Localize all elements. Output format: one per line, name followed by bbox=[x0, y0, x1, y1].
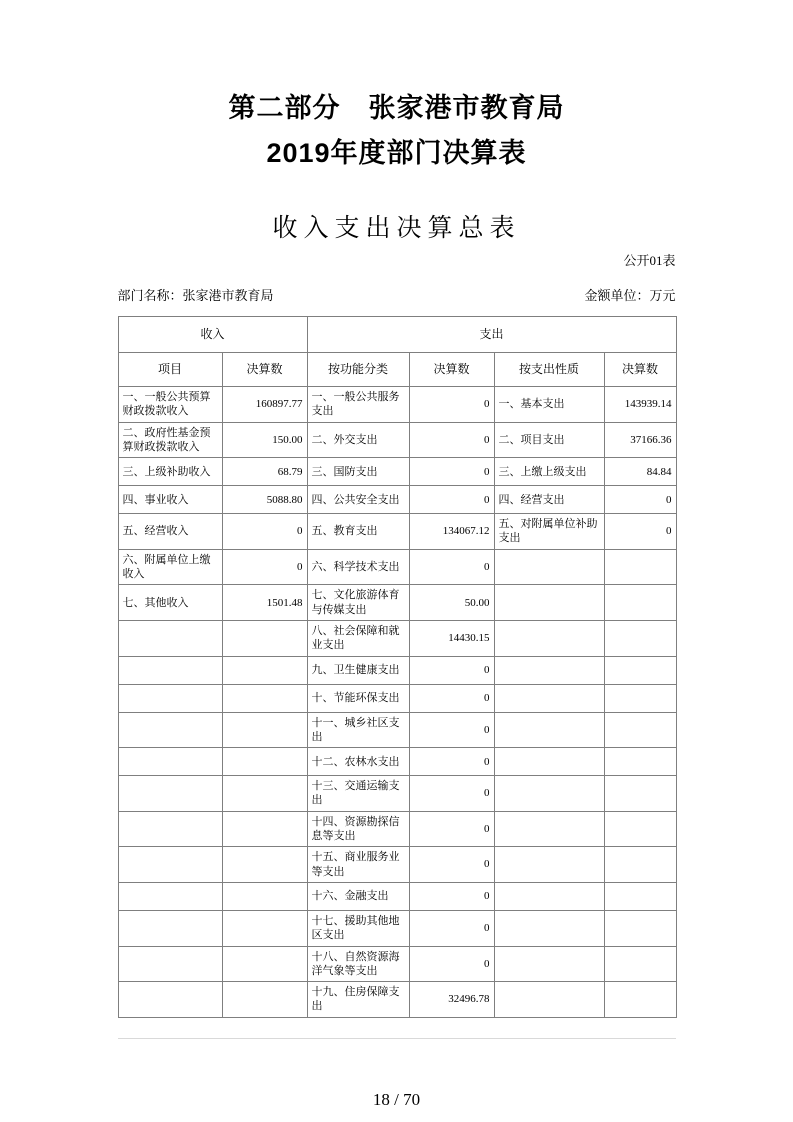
function-item-cell: 七、文化旅游体育与传媒支出 bbox=[307, 585, 409, 621]
function-item-cell: 十五、商业服务业等支出 bbox=[307, 847, 409, 883]
table-header-columns-row bbox=[118, 353, 676, 387]
income-item-cell: 五、经营收入 bbox=[118, 514, 222, 550]
function-value-cell: 0 bbox=[409, 458, 494, 486]
function-item-cell: 四、公共安全支出 bbox=[307, 486, 409, 514]
document-title-line2: 2019年度部门决算表 bbox=[266, 138, 527, 168]
nature-item-cell bbox=[494, 684, 604, 712]
table-row bbox=[118, 811, 676, 847]
income-group-header: 收入 bbox=[118, 317, 307, 353]
income-item-cell: 四、事业收入 bbox=[118, 486, 222, 514]
income-item-cell bbox=[118, 748, 222, 776]
function-value-cell: 0 bbox=[409, 549, 494, 585]
table-header bbox=[118, 317, 676, 387]
nature-item-cell bbox=[494, 910, 604, 946]
income-item-cell bbox=[118, 656, 222, 684]
function-value-cell: 0 bbox=[409, 486, 494, 514]
function-item-cell: 十四、资源勘探信息等支出 bbox=[307, 811, 409, 847]
table-row bbox=[118, 910, 676, 946]
function-item-cell: 十三、交通运输支出 bbox=[307, 776, 409, 812]
nature-value-cell bbox=[604, 712, 676, 748]
income-value-cell bbox=[222, 620, 307, 656]
form-code: 公开01表 bbox=[623, 253, 676, 268]
nature-value-cell bbox=[604, 684, 676, 712]
income-value-cell bbox=[222, 656, 307, 684]
function-item-cell: 十七、援助其他地区支出 bbox=[307, 910, 409, 946]
table-row bbox=[118, 458, 676, 486]
table-title: 收入支出决算总表 bbox=[272, 215, 521, 242]
nature-item-cell bbox=[494, 620, 604, 656]
nature-value-cell bbox=[604, 776, 676, 812]
function-item-cell: 十一、城乡社区支出 bbox=[307, 712, 409, 748]
income-item-cell: 一、一般公共预算财政拨款收入 bbox=[118, 387, 222, 423]
income-item-cell: 二、政府性基金预算财政拨款收入 bbox=[118, 422, 222, 458]
income-value-cell bbox=[222, 712, 307, 748]
department-name-label: 部门名称：张家港市教育局 bbox=[117, 288, 274, 303]
function-value-cell: 0 bbox=[409, 882, 494, 910]
nature-value-cell: 0 bbox=[604, 514, 676, 550]
nature-value-cell bbox=[604, 910, 676, 946]
income-item-cell bbox=[118, 882, 222, 910]
income-value-cell: 0 bbox=[222, 549, 307, 585]
table-row bbox=[118, 776, 676, 812]
column-header-by-function: 按功能分类 bbox=[307, 353, 409, 387]
nature-item-cell: 五、对附属单位补助支出 bbox=[494, 514, 604, 550]
function-value-cell: 0 bbox=[409, 946, 494, 982]
document-page bbox=[118, 0, 676, 1039]
income-item-cell bbox=[118, 712, 222, 748]
nature-item-cell: 四、经营支出 bbox=[494, 486, 604, 514]
nature-value-cell bbox=[604, 656, 676, 684]
table-body bbox=[118, 387, 676, 1018]
income-item-cell bbox=[118, 620, 222, 656]
income-value-cell: 150.00 bbox=[222, 422, 307, 458]
function-value-cell: 0 bbox=[409, 811, 494, 847]
income-value-cell bbox=[222, 748, 307, 776]
table-row bbox=[118, 946, 676, 982]
function-item-cell: 十二、农林水支出 bbox=[307, 748, 409, 776]
table-row bbox=[118, 712, 676, 748]
table-row bbox=[118, 422, 676, 458]
income-value-cell: 1501.48 bbox=[222, 585, 307, 621]
nature-value-cell: 0 bbox=[604, 486, 676, 514]
function-value-cell: 0 bbox=[409, 776, 494, 812]
table-row bbox=[118, 585, 676, 621]
nature-item-cell bbox=[494, 882, 604, 910]
amount-unit-label: 金额单位：万元 bbox=[584, 288, 676, 303]
table-row bbox=[118, 387, 676, 423]
nature-value-cell bbox=[604, 549, 676, 585]
function-value-cell: 32496.78 bbox=[409, 982, 494, 1018]
table-row bbox=[118, 748, 676, 776]
income-value-cell: 5088.80 bbox=[222, 486, 307, 514]
function-value-cell: 0 bbox=[409, 847, 494, 883]
income-item-cell bbox=[118, 847, 222, 883]
nature-item-cell bbox=[494, 748, 604, 776]
nature-value-cell bbox=[604, 620, 676, 656]
income-item-cell: 三、上级补助收入 bbox=[118, 458, 222, 486]
function-item-cell: 十、节能环保支出 bbox=[307, 684, 409, 712]
nature-value-cell bbox=[604, 748, 676, 776]
income-item-cell: 六、附属单位上缴收入 bbox=[118, 549, 222, 585]
nature-item-cell bbox=[494, 549, 604, 585]
income-expenditure-table bbox=[118, 316, 677, 1018]
bottom-separator-line bbox=[118, 1038, 676, 1039]
nature-item-cell bbox=[494, 946, 604, 982]
table-row bbox=[118, 486, 676, 514]
income-value-cell bbox=[222, 982, 307, 1018]
function-value-cell: 14430.15 bbox=[409, 620, 494, 656]
function-item-cell: 五、教育支出 bbox=[307, 514, 409, 550]
income-value-cell bbox=[222, 910, 307, 946]
function-item-cell: 二、外交支出 bbox=[307, 422, 409, 458]
income-value-cell bbox=[222, 882, 307, 910]
function-value-cell: 0 bbox=[409, 656, 494, 684]
function-value-cell: 0 bbox=[409, 387, 494, 423]
function-item-cell: 十六、金融支出 bbox=[307, 882, 409, 910]
column-header-item: 项目 bbox=[118, 353, 222, 387]
income-item-cell bbox=[118, 684, 222, 712]
nature-item-cell bbox=[494, 585, 604, 621]
nature-value-cell bbox=[604, 847, 676, 883]
nature-value-cell bbox=[604, 982, 676, 1018]
income-value-cell: 160897.77 bbox=[222, 387, 307, 423]
income-value-cell bbox=[222, 776, 307, 812]
table-row bbox=[118, 847, 676, 883]
expenditure-group-header: 支出 bbox=[307, 317, 676, 353]
income-value-cell bbox=[222, 847, 307, 883]
function-value-cell: 0 bbox=[409, 910, 494, 946]
function-value-cell: 134067.12 bbox=[409, 514, 494, 550]
table-row bbox=[118, 514, 676, 550]
income-item-cell bbox=[118, 811, 222, 847]
function-item-cell: 十八、自然资源海洋气象等支出 bbox=[307, 946, 409, 982]
table-row bbox=[118, 882, 676, 910]
nature-item-cell bbox=[494, 847, 604, 883]
income-value-cell bbox=[222, 811, 307, 847]
income-item-cell bbox=[118, 776, 222, 812]
income-value-cell bbox=[222, 946, 307, 982]
nature-value-cell bbox=[604, 946, 676, 982]
income-item-cell bbox=[118, 946, 222, 982]
income-item-cell bbox=[118, 982, 222, 1018]
table-row bbox=[118, 620, 676, 656]
nature-item-cell: 二、项目支出 bbox=[494, 422, 604, 458]
nature-item-cell: 一、基本支出 bbox=[494, 387, 604, 423]
nature-value-cell bbox=[604, 882, 676, 910]
table-row bbox=[118, 982, 676, 1018]
nature-item-cell bbox=[494, 776, 604, 812]
function-item-cell: 八、社会保障和就业支出 bbox=[307, 620, 409, 656]
document-title bbox=[118, 86, 676, 176]
income-item-cell: 七、其他收入 bbox=[118, 585, 222, 621]
nature-item-cell bbox=[494, 811, 604, 847]
column-header-function-final-amount: 决算数 bbox=[409, 353, 494, 387]
function-item-cell: 一、一般公共服务支出 bbox=[307, 387, 409, 423]
income-value-cell: 0 bbox=[222, 514, 307, 550]
function-value-cell: 50.00 bbox=[409, 585, 494, 621]
nature-item-cell: 三、上缴上级支出 bbox=[494, 458, 604, 486]
function-value-cell: 0 bbox=[409, 748, 494, 776]
function-value-cell: 0 bbox=[409, 684, 494, 712]
income-item-cell bbox=[118, 910, 222, 946]
function-value-cell: 0 bbox=[409, 422, 494, 458]
nature-item-cell bbox=[494, 656, 604, 684]
function-item-cell: 十九、住房保障支出 bbox=[307, 982, 409, 1018]
document-title-line1: 第二部分 张家港市教育局 bbox=[228, 93, 565, 123]
table-row bbox=[118, 684, 676, 712]
nature-value-cell: 84.84 bbox=[604, 458, 676, 486]
nature-item-cell bbox=[494, 712, 604, 748]
income-value-cell: 68.79 bbox=[222, 458, 307, 486]
function-item-cell: 六、科学技术支出 bbox=[307, 549, 409, 585]
table-row bbox=[118, 656, 676, 684]
column-header-nature-final-amount: 决算数 bbox=[604, 353, 676, 387]
table-row bbox=[118, 549, 676, 585]
column-header-by-nature: 按支出性质 bbox=[494, 353, 604, 387]
function-item-cell: 三、国防支出 bbox=[307, 458, 409, 486]
function-item-cell: 九、卫生健康支出 bbox=[307, 656, 409, 684]
nature-value-cell: 37166.36 bbox=[604, 422, 676, 458]
column-header-final-amount: 决算数 bbox=[222, 353, 307, 387]
nature-item-cell bbox=[494, 982, 604, 1018]
nature-value-cell: 143939.14 bbox=[604, 387, 676, 423]
nature-value-cell bbox=[604, 585, 676, 621]
nature-value-cell bbox=[604, 811, 676, 847]
table-meta-row bbox=[118, 285, 676, 304]
function-value-cell: 0 bbox=[409, 712, 494, 748]
table-header-group-row bbox=[118, 317, 676, 353]
page-number: 18 / 70 bbox=[372, 1090, 421, 1109]
income-value-cell bbox=[222, 684, 307, 712]
